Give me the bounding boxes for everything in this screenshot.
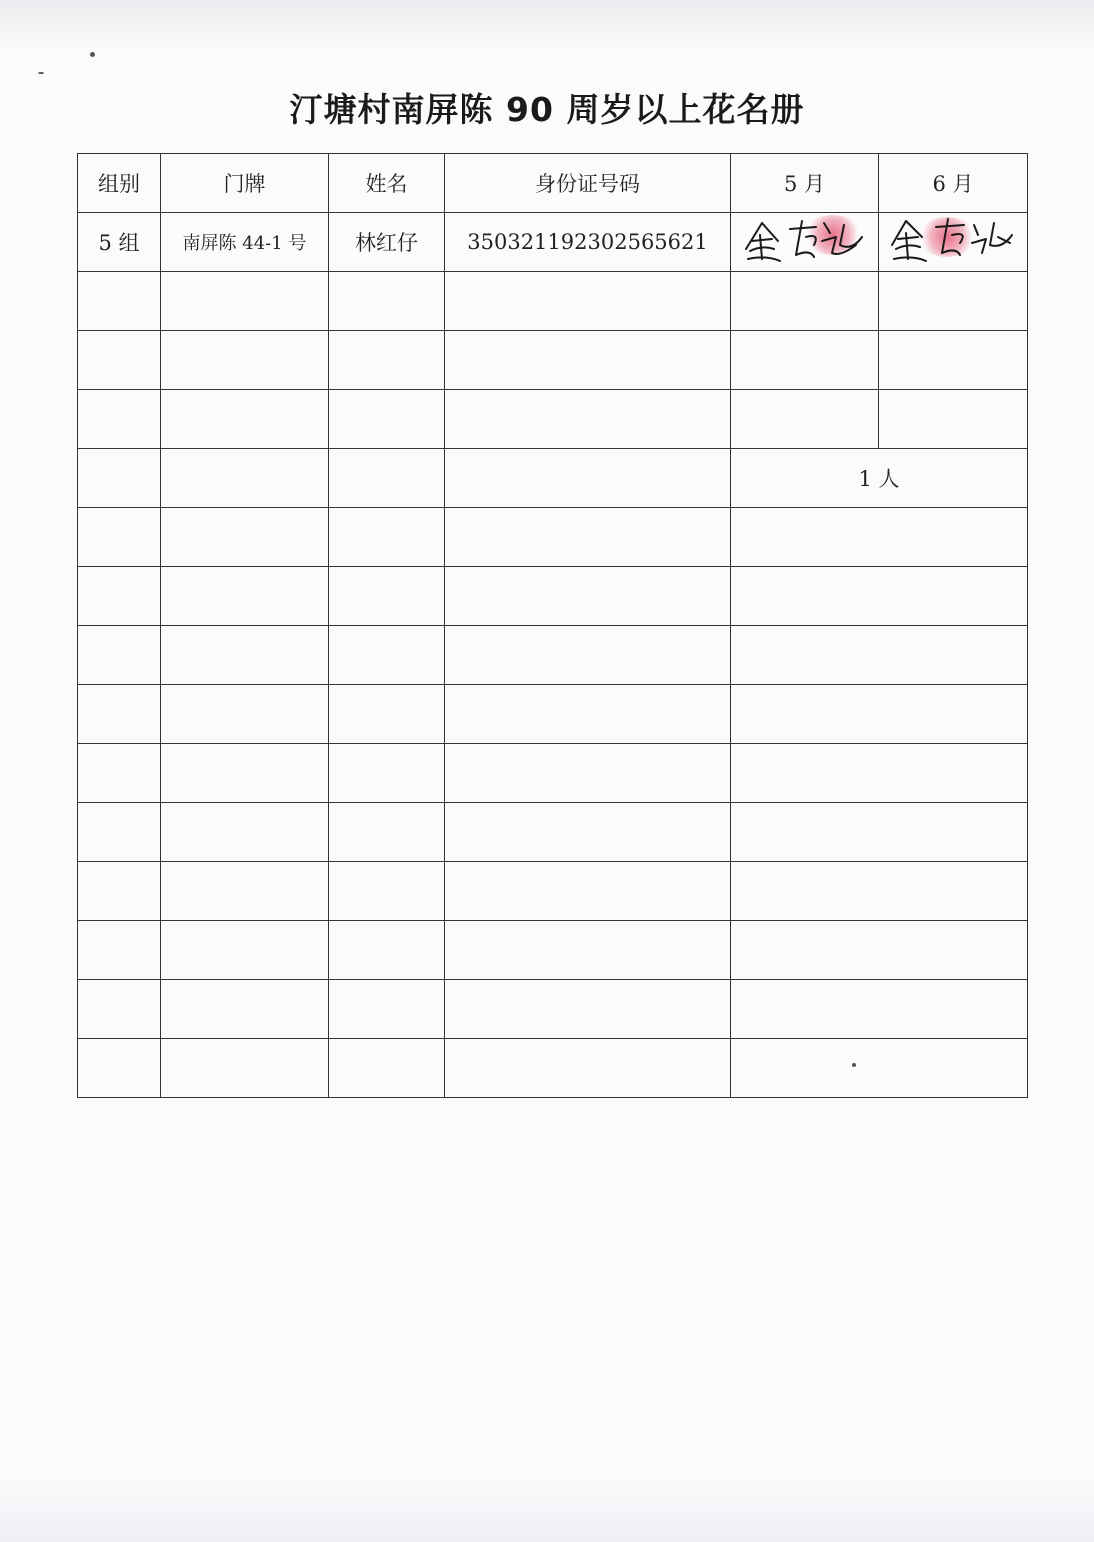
table-row bbox=[78, 980, 1028, 1039]
cell-id-number: 350321192302565621 bbox=[445, 213, 731, 272]
scan-edge-top bbox=[0, 0, 1094, 48]
ink-speck bbox=[90, 52, 95, 57]
header-row bbox=[78, 154, 1028, 213]
page-title: 汀塘村南屏陈 90 周岁以上花名册 bbox=[289, 90, 805, 129]
table-row bbox=[78, 213, 1028, 272]
handwritten-signature bbox=[740, 215, 870, 265]
signature-with-seal bbox=[888, 215, 1018, 265]
handwritten-signature bbox=[888, 215, 1018, 265]
header-id-number: 身份证号码 bbox=[445, 154, 731, 213]
table-row bbox=[78, 803, 1028, 862]
cell-name: 林红仔 bbox=[329, 213, 445, 272]
table-row bbox=[78, 567, 1028, 626]
total-count: 1 人 bbox=[731, 449, 1028, 508]
signature-with-seal bbox=[740, 215, 870, 265]
table-row bbox=[78, 508, 1028, 567]
table-row bbox=[78, 331, 1028, 390]
header-door: 门牌 bbox=[161, 154, 329, 213]
cell-door: 南屏陈 44-1 号 bbox=[161, 213, 329, 272]
table-row bbox=[78, 272, 1028, 331]
table-row bbox=[78, 921, 1028, 980]
total-row bbox=[78, 449, 1028, 508]
table-row bbox=[78, 1039, 1028, 1098]
scan-edge-bottom bbox=[0, 1472, 1094, 1542]
cell-may-signature bbox=[731, 213, 879, 272]
header-june: 6 月 bbox=[879, 154, 1028, 213]
table-row bbox=[78, 390, 1028, 449]
table-row bbox=[78, 685, 1028, 744]
table-row bbox=[78, 626, 1028, 685]
header-group: 组别 bbox=[78, 154, 161, 213]
cell-june-signature bbox=[879, 213, 1028, 272]
header-name: 姓名 bbox=[329, 154, 445, 213]
cell-group: 5 组 bbox=[78, 213, 161, 272]
header-may: 5 月 bbox=[731, 154, 879, 213]
roster-table bbox=[77, 153, 1028, 1098]
ink-speck bbox=[38, 72, 44, 74]
table-row bbox=[78, 744, 1028, 803]
table-row bbox=[78, 862, 1028, 921]
